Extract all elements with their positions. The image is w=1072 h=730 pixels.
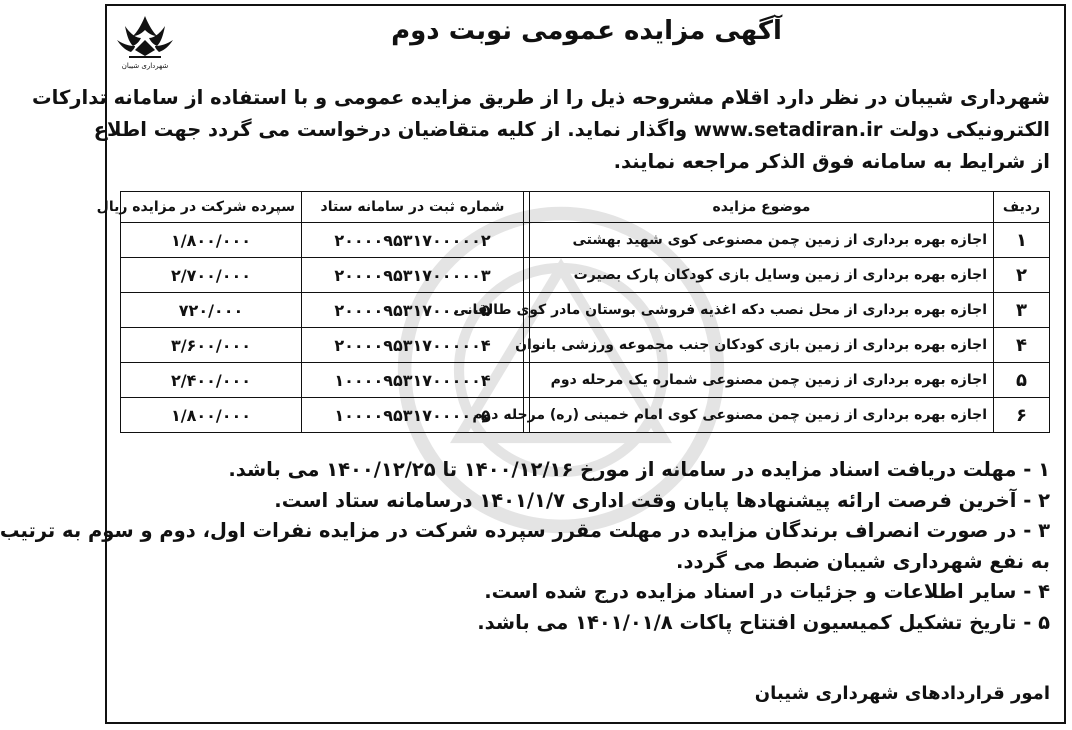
cell-subject: اجازه بهره برداری از زمین بازی کودکان جنب مجموعه ورزشی بانوان bbox=[530, 328, 994, 363]
page-title: آگهی مزایده عمومی نوبت دوم bbox=[391, 16, 782, 46]
cell-deposit: ۲/۷۰۰/۰۰۰ bbox=[121, 258, 302, 293]
cell-setad-number: ۲۰۰۰۰۹۵۳۱۷۰۰۰۰۰۴ bbox=[302, 328, 524, 363]
signature: امور قراردادهای شهرداری شیبان bbox=[754, 683, 1050, 704]
setadiran-url: www.setadiran.ir bbox=[693, 118, 883, 141]
cell-setad-number: ۲۰۰۰۰۹۵۳۱۷۰۰۰۰۰۵ bbox=[302, 293, 524, 328]
header-deposit: سپرده شرکت در مزایده ریال bbox=[121, 192, 302, 223]
table-row bbox=[121, 223, 1050, 258]
cell-deposit: ۳/۶۰۰/۰۰۰ bbox=[121, 328, 302, 363]
intro-line-1: شهرداری شیبان در نظر دارد اقلام مشروحه ذیل را از طریق مزایده عمومی و با استفاده از سامانه تدارکات bbox=[32, 86, 1050, 109]
column-gap bbox=[524, 363, 530, 398]
note-line: ۴ - سایر اطلاعات و جزئیات در اسناد مزایده درج شده است. bbox=[484, 580, 1050, 603]
intro-line-3: از شرایط به سامانه فوق الذکر مراجعه نمایند. bbox=[613, 150, 1050, 173]
cell-subject: اجازه بهره برداری از زمین چمن مصنوعی کوی امام خمینی (ره) مرحله دوم bbox=[530, 398, 994, 433]
intro-paragraph bbox=[32, 82, 1050, 178]
cell-radif: ۳ bbox=[994, 293, 1050, 328]
cell-subject: اجازه بهره برداری از زمین چمن مصنوعی کوی شهید بهشتی bbox=[530, 223, 994, 258]
cell-radif: ۲ bbox=[994, 258, 1050, 293]
intro-line-2 bbox=[93, 114, 1050, 146]
header-subject: موضوع مزایده bbox=[530, 192, 994, 223]
note-line: ۳ - در صورت انصراف برندگان مزایده در مهلت مقرر سپرده شرکت در مزایده نفرات اول، دوم و سوم به ترتیب bbox=[0, 519, 1050, 542]
table-row bbox=[121, 258, 1050, 293]
table-row bbox=[121, 293, 1050, 328]
column-gap bbox=[524, 192, 530, 223]
cell-setad-number: ۱۰۰۰۰۹۵۳۱۷۰۰۰۰۰۵ bbox=[302, 398, 524, 433]
cell-radif: ۴ bbox=[994, 328, 1050, 363]
cell-radif: ۵ bbox=[994, 363, 1050, 398]
column-gap bbox=[524, 223, 530, 258]
cell-radif: ۱ bbox=[994, 223, 1050, 258]
header-radif: ردیف bbox=[994, 192, 1050, 223]
cell-subject: اجازه بهره برداری از زمین وسایل بازی کودکان پارک بصیرت bbox=[530, 258, 994, 293]
note-line: ۱ - مهلت دریافت اسناد مزایده در سامانه از مورخ ۱۴۰۰/۱۲/۱۶ تا ۱۴۰۰/۱۲/۲۵ می باشد. bbox=[228, 458, 1050, 481]
cell-deposit: ۱/۸۰۰/۰۰۰ bbox=[121, 398, 302, 433]
table-header-row bbox=[121, 192, 1050, 223]
note-line: ۲ - آخرین فرصت ارائه پیشنهادها پایان وقت اداری ۱۴۰۱/۱/۷ درسامانه ستاد است. bbox=[274, 488, 1050, 512]
cell-deposit: ۱/۸۰۰/۰۰۰ bbox=[121, 223, 302, 258]
note-line: ۵ - تاریخ تشکیل کمیسیون افتتاح پاکات ۱۴۰۱/۰۱/۸ می باشد. bbox=[477, 610, 1050, 634]
intro-line-2-before: الکترونیکی دولت bbox=[889, 118, 1050, 141]
cell-setad-number: ۲۰۰۰۰۹۵۳۱۷۰۰۰۰۰۲ bbox=[302, 223, 524, 258]
cell-deposit: ۷۲۰/۰۰۰ bbox=[121, 293, 302, 328]
cell-radif: ۶ bbox=[994, 398, 1050, 433]
auction-items-table bbox=[96, 191, 1050, 433]
header-setad-number: شماره ثبت در سامانه ستاد bbox=[302, 192, 524, 223]
table-row bbox=[121, 328, 1050, 363]
notes-list bbox=[0, 455, 1050, 638]
logo-caption: شهرداری شیبان bbox=[121, 62, 169, 70]
cell-subject: اجازه بهره برداری از محل نصب دکه اغذیه فروشی بوستان مادر کوی طالقانی bbox=[530, 293, 994, 328]
table-row bbox=[121, 398, 1050, 433]
column-gap bbox=[524, 258, 530, 293]
table-row bbox=[121, 363, 1050, 398]
note-line: به نفع شهرداری شیبان ضبط می گردد. bbox=[676, 549, 1050, 573]
cell-setad-number: ۱۰۰۰۰۹۵۳۱۷۰۰۰۰۰۴ bbox=[302, 363, 524, 398]
cell-deposit: ۲/۴۰۰/۰۰۰ bbox=[121, 363, 302, 398]
cell-setad-number: ۲۰۰۰۰۹۵۳۱۷۰۰۰۰۰۳ bbox=[302, 258, 524, 293]
intro-line-2-after: واگذار نماید. از کلیه متقاضیان درخواست می گردد جهت اطلاع bbox=[93, 118, 688, 141]
cell-subject: اجازه بهره برداری از زمین چمن مصنوعی شماره یک مرحله دوم bbox=[530, 363, 994, 398]
